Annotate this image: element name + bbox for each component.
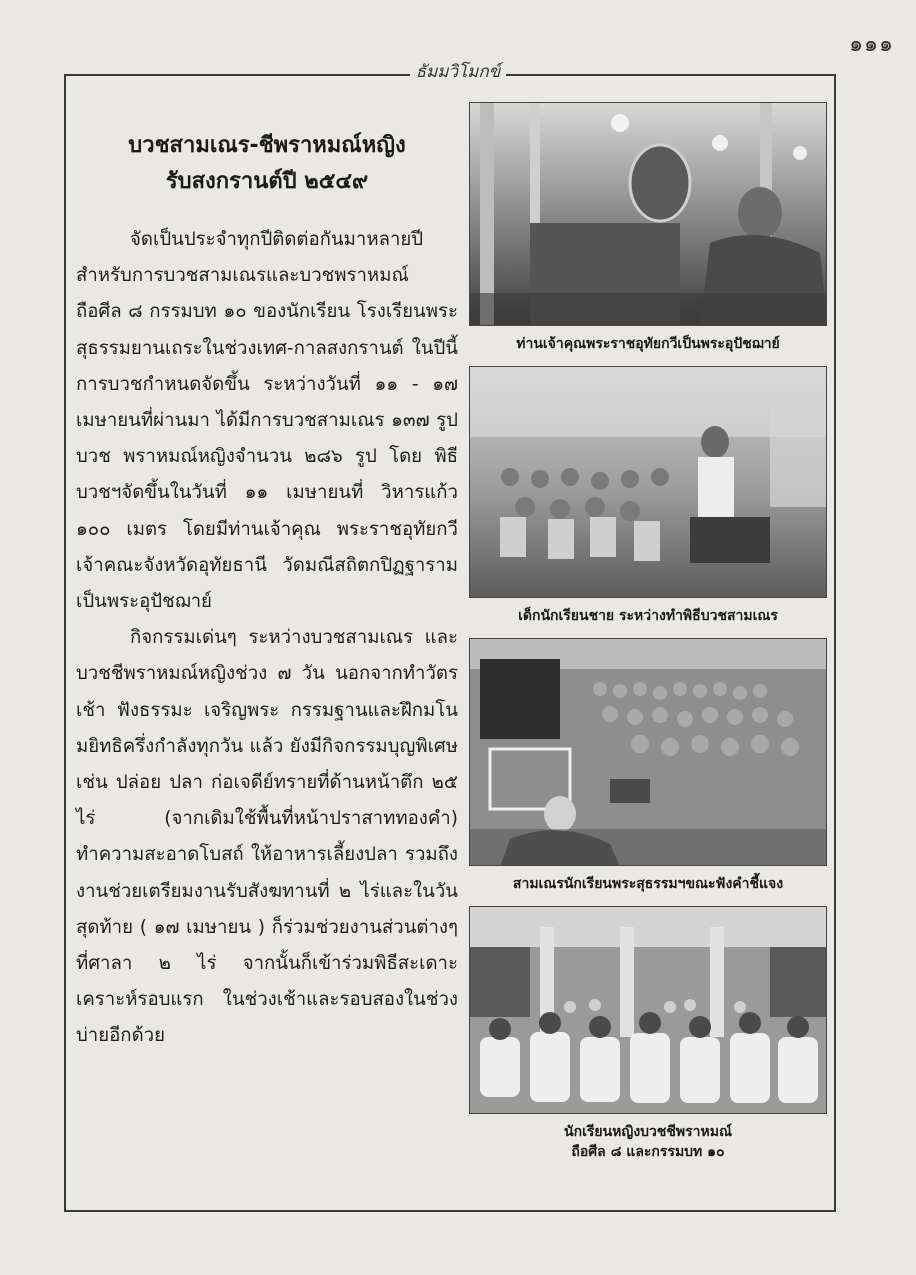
article-title-line2: รับสงกรานต์ปี ๒๕๔๙	[165, 169, 369, 194]
photo-caption-2: เด็กนักเรียนชาย ระหว่างทำพิธีบวชสามเณร	[518, 608, 778, 624]
page-number: ๑๑๑	[849, 32, 894, 57]
article-title-line1: บวชสามเณร-ชีพราหมณ์หญิง	[128, 133, 406, 158]
photo-preceptor	[469, 102, 827, 326]
photo-column	[469, 102, 827, 1174]
photo-novices-listening	[469, 638, 827, 866]
article-paragraph-1: จัดเป็นประจำทุกปีติดต่อกันมาหลายปี สำหรับการบวชสามเณรและบวชพราหมณ์ ถือศีล ๘ กรรมบท ๑๐ ของนักเรียน โรงเรียนพระสุธรรมยานเถระในช่วงเทศ-กาลสงกรานต์ ในปีนี้การบวชกำหนดจัดขึ้น ระหว่างวันที่ ๑๑ - ๑๗ เมษายนที่ผ่านมา ได้มีการบวชสามเณร ๑๓๗ รูป บวช พราหมณ์หญิงจำนวน ๒๘๖ รูป โดย พิธีบวชฯจัดขึ้นในวันที่ ๑๑ เมษายนที่ วิหารแก้ว ๑๐๐ เมตร โดยมีท่านเจ้าคุณ พระราชอุทัยกวี เจ้าคณะจังหวัดอุทัยธานี วัดมณีสถิตกปิฏฐารามเป็นพระอุปัชฌาย์	[76, 229, 458, 613]
article-paragraph-2: กิจกรรมเด่นๆ ระหว่างบวชสามเณร และบวชชีพราหมณ์หญิงช่วง ๗ วัน นอกจากทำวัตรเช้า ฟังธรรมะ เจริญพระ กรรมฐานและฝึกมโนมยิทธิครึ่งกำลังทุกวัน แล้ว ยังมีกิจกรรมบุญพิเศษ เช่น ปล่อย ปลา ก่อเจดีย์ทรายที่ด้านหน้าตึก ๒๕ ไร่ (จากเดิมใช้พื้นที่หน้าปราสาททองคำ) ทำความสะอาดโบสถ์ ให้อาหารเลี้ยงปลา รวมถึงงานช่วยเตรียมงานรับสังฆทานที่ ๒ ไร่และในวันสุดท้าย ( ๑๗ เมษายน ) ก็ร่วมช่วยงานส่วนต่างๆ ที่ศาลา ๒ ไร่ จากนั้นก็เข้าร่วมพิธีสะเดาะเคราะห์รอบแรก ในช่วงเช้าและรอบสองในช่วงบ่ายอีกด้วย	[76, 627, 458, 1047]
photo-caption-1: ท่านเจ้าคุณพระราชอุทัยกวีเป็นพระอุปัชฌาย์	[516, 336, 780, 352]
article-title	[76, 128, 458, 200]
photo-caption-3: สามเณรนักเรียนพระสุธรรมฯขณะฟังคำชี้แจง	[512, 876, 784, 892]
photo-caption-4	[469, 1122, 827, 1162]
running-header	[0, 58, 916, 85]
article-column	[76, 120, 458, 1055]
photo-caption-4-line2: ถือศีล ๘ และกรรมบท ๑๐	[571, 1144, 725, 1160]
photo-girls-ordination	[469, 906, 827, 1114]
photo-novice-ordination	[469, 366, 827, 598]
photo-caption-4-line1: นักเรียนหญิงบวชชีพราหมณ์	[564, 1124, 732, 1140]
running-header-text: ธัมมวิโมกข์	[410, 62, 507, 82]
